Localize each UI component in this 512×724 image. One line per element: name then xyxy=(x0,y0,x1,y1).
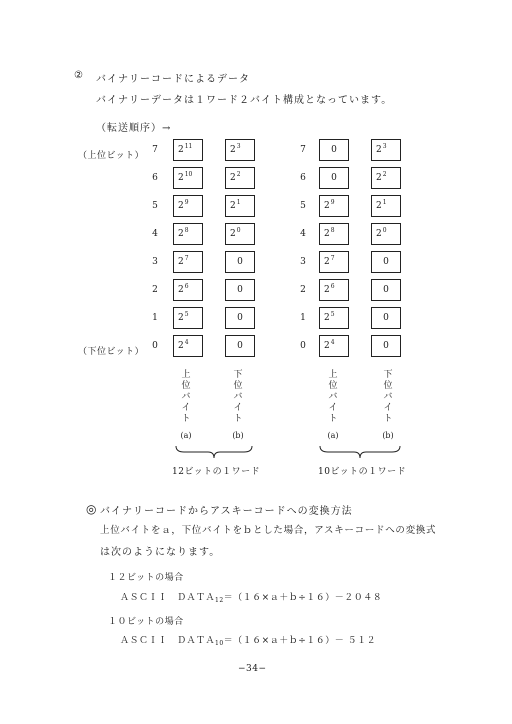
cell-base: 0 xyxy=(331,173,337,183)
bit-number: 6 xyxy=(300,173,306,183)
bit-number: 5 xyxy=(152,201,158,211)
upper-byte-label-10 xyxy=(326,370,340,425)
cell-base: 2 xyxy=(178,173,184,183)
cell-base: 0 xyxy=(383,285,389,295)
cell-base: 2 xyxy=(178,201,184,211)
bit-number: 7 xyxy=(300,145,306,155)
lower-byte-text-10: 下 位 バ イ ト xyxy=(383,370,393,424)
cell-base: 2 xyxy=(230,173,236,183)
section-marker: ② xyxy=(74,70,84,81)
upper-byte-cell xyxy=(319,167,349,189)
transfer-order-label: （転送順序）→ xyxy=(96,123,172,134)
upper-byte-cell: 2 $^6$ xyxy=(319,279,349,301)
lower-byte-text-12: 下 位 バ イ ト xyxy=(233,370,243,424)
upper-byte-text-10: 上 位 バ イ ト xyxy=(328,370,338,424)
brace-10 xyxy=(318,444,402,460)
case10-rhs: ＝（１６×ａ＋ｂ÷１６）－ ５１２ xyxy=(223,636,377,646)
upper-byte-text-12: 上 位 バ イ ト xyxy=(181,370,191,424)
cell-base: 0 xyxy=(237,285,243,295)
case12-title: １２ビットの場合 xyxy=(108,573,184,583)
lower-byte-cell xyxy=(371,307,401,329)
cell-base: 2 xyxy=(376,201,382,211)
upper-byte-cell: 2 $^9$ xyxy=(319,195,349,217)
cell-base: 0 xyxy=(237,313,243,323)
cell-base: 2 xyxy=(376,145,382,155)
upper-byte-tag-10: (a) xyxy=(327,431,339,440)
section-title: バイナリーコードによるデータ xyxy=(96,74,250,85)
upper-byte-cell: 2 $^{11}$ xyxy=(173,139,203,161)
lower-byte-cell xyxy=(225,279,255,301)
lower-byte-cell xyxy=(225,335,255,357)
brace-12 xyxy=(174,444,254,460)
upper-byte-cell: 2 $^{10}$ xyxy=(173,167,203,189)
upper-byte-label-12 xyxy=(179,370,193,425)
upper-byte-cell: 2 $^5$ xyxy=(173,307,203,329)
section-description: バイナリーデータは１ワード２バイト構成となっています。 xyxy=(96,95,393,106)
cell-base: 2 xyxy=(324,229,330,239)
upper-byte-cell xyxy=(319,139,349,161)
lower-byte-cell xyxy=(225,307,255,329)
upper-byte-cell: 2 $^4$ xyxy=(319,335,349,357)
lower-byte-cell: 2 $^3$ xyxy=(371,139,401,161)
cell-base: 0 xyxy=(383,341,389,351)
lower-byte-cell: 2 $^0$ xyxy=(225,223,255,245)
upper-byte-tag-12: (a) xyxy=(180,431,192,440)
cell-base: 2 xyxy=(230,201,236,211)
case12-lhs: ＡＳＣＩＩ ＤＡＴＡ xyxy=(120,593,216,603)
bit-number: 4 xyxy=(300,229,306,239)
page-number: −34− xyxy=(238,664,267,674)
lower-byte-cell xyxy=(225,251,255,273)
caption-10: 10ビットの１ワード xyxy=(318,467,407,477)
cell-base: 0 xyxy=(383,257,389,267)
lower-byte-cell xyxy=(371,251,401,273)
lower-byte-cell: 2 $^2$ xyxy=(371,167,401,189)
bit-number: 7 xyxy=(152,145,158,155)
cell-base: 2 xyxy=(324,201,330,211)
bit-number: 3 xyxy=(300,257,306,267)
bit-number: 5 xyxy=(300,201,306,211)
cell-base: 2 xyxy=(178,257,184,267)
lower-byte-cell: 2 $^1$ xyxy=(371,195,401,217)
lower-byte-label-12 xyxy=(231,370,245,425)
cell-base: 2 xyxy=(230,145,236,155)
cell-base: 2 xyxy=(324,313,330,323)
bit-number: 1 xyxy=(300,313,306,323)
cell-base: 2 xyxy=(324,285,330,295)
bit-number: 1 xyxy=(152,313,158,323)
upper-byte-cell: 2 $^5$ xyxy=(319,307,349,329)
cell-base: 2 xyxy=(178,285,184,295)
cell-base: 2 xyxy=(376,173,382,183)
cell-base: 2 xyxy=(324,257,330,267)
lower-byte-cell: 2 $^0$ xyxy=(371,223,401,245)
conversion-line1: 上位バイトをａ，下位バイトをｂとした場合，アスキーコードへの変換式 xyxy=(100,525,437,536)
lower-byte-label-10 xyxy=(381,370,395,425)
cell-base: 0 xyxy=(237,257,243,267)
lower-byte-tag-10: (b) xyxy=(382,431,394,440)
lower-bit-label: （下位ビット） xyxy=(78,347,145,357)
case12-formula xyxy=(120,590,382,604)
cell-base: 2 xyxy=(376,229,382,239)
cell-base: 2 xyxy=(178,341,184,351)
cell-base: 2 xyxy=(324,341,330,351)
upper-byte-cell: 2 $^8$ xyxy=(319,223,349,245)
cell-base: 2 xyxy=(178,229,184,239)
upper-byte-cell: 2 $^7$ xyxy=(319,251,349,273)
bit-number: 3 xyxy=(152,257,158,267)
cell-base: 2 xyxy=(230,229,236,239)
upper-byte-cell: 2 $^9$ xyxy=(173,195,203,217)
case10-subscript: 10 xyxy=(215,640,224,647)
cell-base: 2 xyxy=(178,313,184,323)
upper-byte-cell: 2 $^8$ xyxy=(173,223,203,245)
lower-byte-cell xyxy=(371,335,401,357)
caption-12: 12ビットの１ワード xyxy=(172,467,261,477)
case10-lhs: ＡＳＣＩＩ ＤＡＴＡ xyxy=(120,636,216,646)
bit-number: 0 xyxy=(152,341,158,351)
bit-number: 6 xyxy=(152,173,158,183)
lower-byte-cell: 2 $^1$ xyxy=(225,195,255,217)
upper-bit-label: （上位ビット） xyxy=(78,151,145,161)
case10-formula xyxy=(120,633,376,647)
lower-byte-cell xyxy=(371,279,401,301)
lower-byte-cell: 2 $^3$ xyxy=(225,139,255,161)
bit-number: 2 xyxy=(300,285,306,295)
upper-byte-cell: 2 $^6$ xyxy=(173,279,203,301)
lower-byte-cell: 2 $^2$ xyxy=(225,167,255,189)
conversion-title: バイナリーコードからアスキーコードへの変換方法 xyxy=(100,506,353,517)
upper-byte-cell: 2 $^7$ xyxy=(173,251,203,273)
cell-base: 2 xyxy=(178,145,184,155)
lower-byte-tag-12: (b) xyxy=(232,431,244,440)
cell-base: 0 xyxy=(383,313,389,323)
cell-base: 0 xyxy=(331,145,337,155)
upper-byte-cell: 2 $^4$ xyxy=(173,335,203,357)
case12-subscript: 12 xyxy=(215,597,224,604)
bit-number: 0 xyxy=(300,341,306,351)
case10-title: １０ビットの場合 xyxy=(108,617,184,627)
bit-number: 2 xyxy=(152,285,158,295)
case12-rhs: ＝（１６×ａ＋ｂ÷１６）－２０４８ xyxy=(223,593,383,603)
cell-base: 0 xyxy=(237,341,243,351)
conversion-marker: ◎ xyxy=(86,502,98,516)
conversion-line2: は次のようになります。 xyxy=(100,547,221,558)
bit-number: 4 xyxy=(152,229,158,239)
